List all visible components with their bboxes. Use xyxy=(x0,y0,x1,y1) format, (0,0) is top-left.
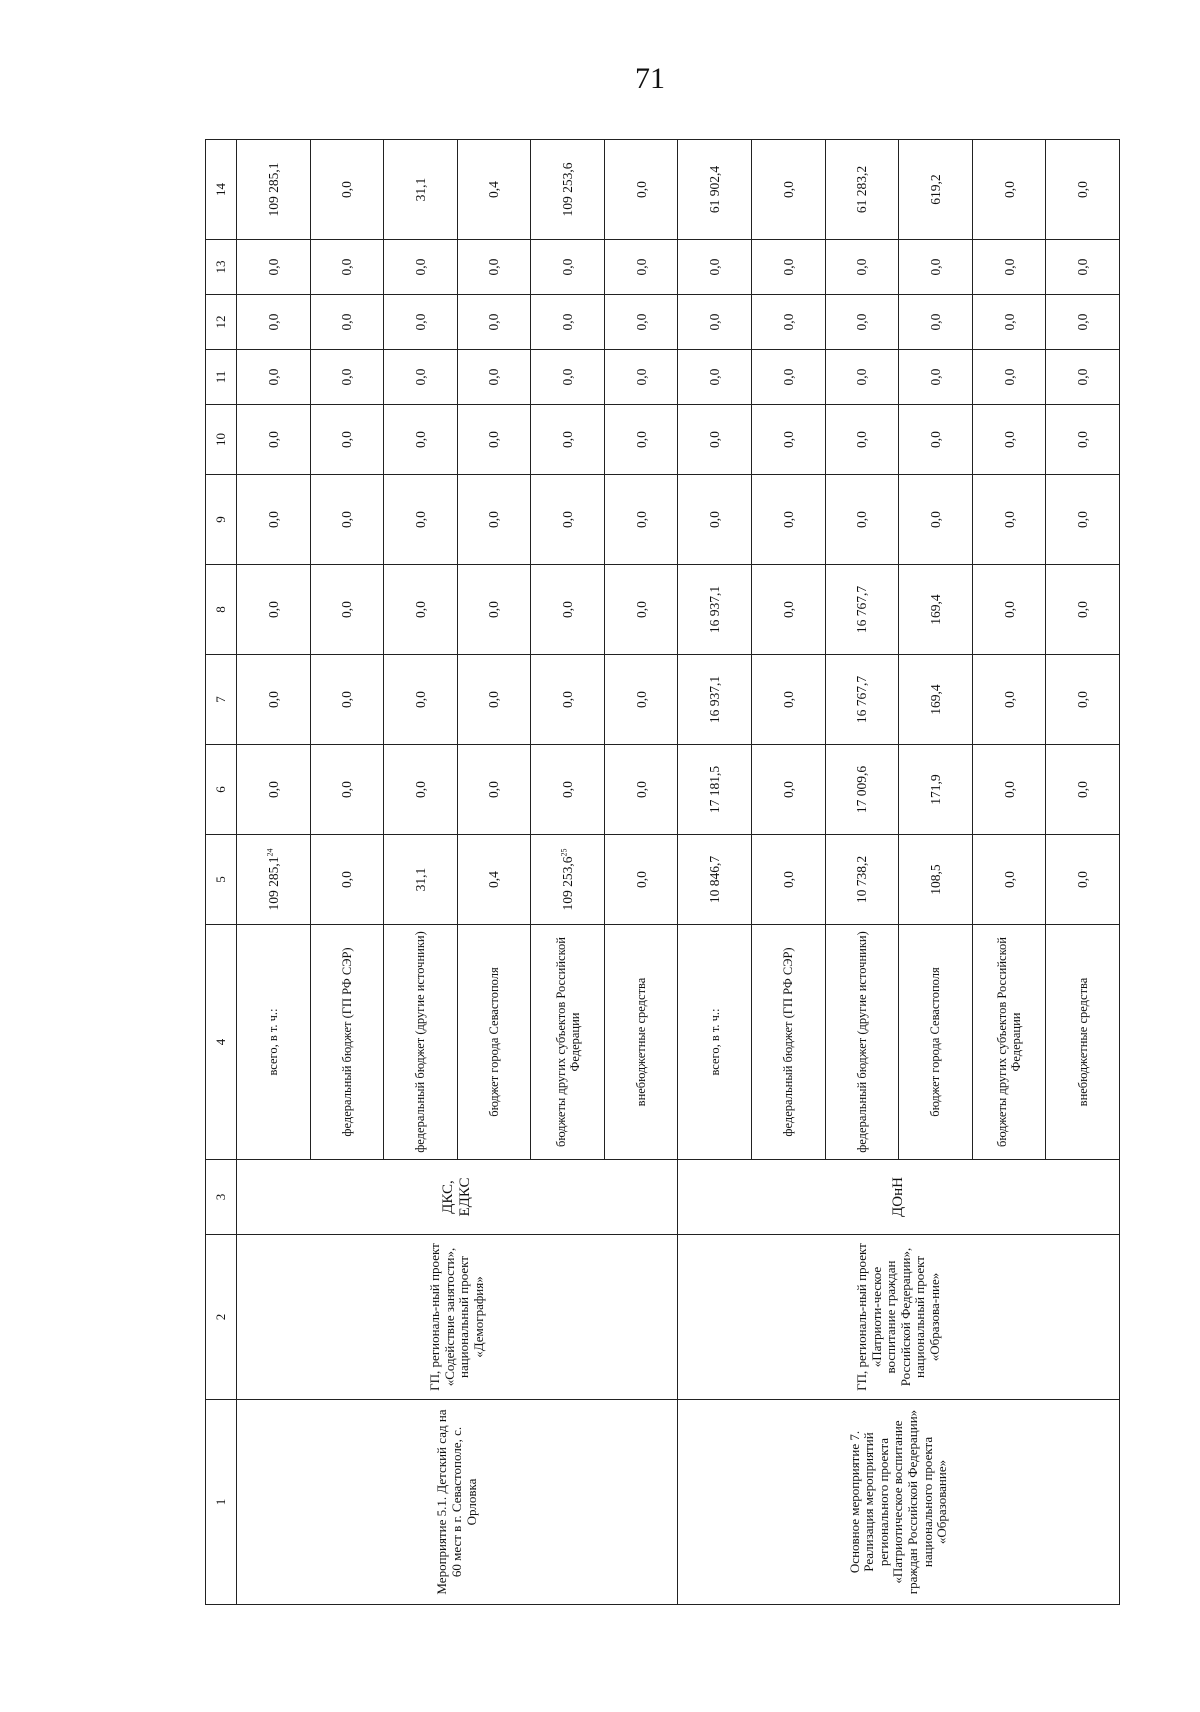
funding-source-cell: бюджет города Севастополя xyxy=(457,925,531,1160)
value-text: 0,0 xyxy=(633,511,649,528)
value-cell-5 xyxy=(531,835,605,925)
column-number-2: 2 xyxy=(206,1235,237,1400)
value-text: 0,0 xyxy=(1075,871,1091,888)
value-text: 0,0 xyxy=(412,511,428,528)
value-text: 0,0 xyxy=(339,313,355,331)
page-number: 71 xyxy=(635,62,665,95)
value-cell-7 xyxy=(972,655,1046,745)
value-cell-9 xyxy=(825,475,899,565)
value-cell-8 xyxy=(899,565,973,655)
value-text: 0,0 xyxy=(486,601,502,618)
value-text: 0,0 xyxy=(780,368,796,386)
value-cell-7 xyxy=(237,655,311,745)
value-text: 16 767,7 xyxy=(854,675,870,724)
value-text: 17 181,5 xyxy=(707,765,723,814)
value-cell-8 xyxy=(604,565,678,655)
value-text: 0,0 xyxy=(339,368,355,386)
value-text: 0,0 xyxy=(1075,313,1091,331)
value-text: 0,0 xyxy=(927,511,943,528)
value-text: 0,0 xyxy=(1001,258,1017,276)
value-cell-10 xyxy=(237,405,311,475)
footnote-marker: 25 xyxy=(559,848,569,857)
value-cell-6 xyxy=(384,745,458,835)
value-cell-11 xyxy=(678,350,752,405)
value-cell-7 xyxy=(457,655,531,745)
value-text: 0,0 xyxy=(339,601,355,618)
value-cell-7 xyxy=(310,655,384,745)
funding-source-cell: внебюджетные средства xyxy=(1046,925,1120,1160)
value-text: 16 937,1 xyxy=(707,675,723,724)
value-text: 109 285,1 xyxy=(265,162,281,217)
value-text: 0,0 xyxy=(1075,181,1091,198)
value-cell-10 xyxy=(899,405,973,475)
event-name-cell: Мероприятие 5.1. Детский сад на 60 мест в г. Севастополе, с. Орловка xyxy=(237,1400,678,1605)
value-cell-5 xyxy=(1046,835,1120,925)
value-text: 0,0 xyxy=(1001,691,1017,708)
value-cell-7 xyxy=(678,655,752,745)
value-text: 0,0 xyxy=(265,313,281,331)
value-cell-7 xyxy=(752,655,826,745)
value-cell-9 xyxy=(678,475,752,565)
value-cell-6 xyxy=(457,745,531,835)
value-text: 0,0 xyxy=(265,511,281,528)
value-text: 0,0 xyxy=(707,368,723,386)
value-text: 0,0 xyxy=(707,431,723,448)
budget-table xyxy=(205,139,1120,1605)
value-cell-13 xyxy=(531,240,605,295)
table-body xyxy=(237,140,1120,1605)
value-cell-11 xyxy=(972,350,1046,405)
column-number-7: 7 xyxy=(206,655,237,745)
value-text: 0,0 xyxy=(927,313,943,331)
funding-source-cell: бюджет города Севастополя xyxy=(899,925,973,1160)
value-text: 0,0 xyxy=(633,871,649,888)
value-cell-7 xyxy=(825,655,899,745)
value-cell-11 xyxy=(825,350,899,405)
value-text: 0,0 xyxy=(412,368,428,386)
value-cell-12 xyxy=(237,295,311,350)
value-text: 109 253,6 xyxy=(560,162,576,217)
value-text: 0,0 xyxy=(633,691,649,708)
column-number-5: 5 xyxy=(206,835,237,925)
value-text: 0,4 xyxy=(486,181,502,198)
funding-source-cell: бюджеты других субъектов Российской Федерации xyxy=(531,925,605,1160)
value-text: 10 738,2 xyxy=(854,855,870,904)
value-text: 0,0 xyxy=(854,368,870,386)
value-cell-5 xyxy=(752,835,826,925)
value-text: 108,5 xyxy=(927,864,943,895)
value-text: 0,0 xyxy=(265,691,281,708)
column-number-13: 13 xyxy=(206,240,237,295)
value-cell-11 xyxy=(604,350,678,405)
value-cell-9 xyxy=(1046,475,1120,565)
value-cell-6 xyxy=(825,745,899,835)
value-text: 0,0 xyxy=(780,511,796,528)
value-cell-10 xyxy=(310,405,384,475)
value-text: 0,0 xyxy=(927,431,943,448)
value-cell-9 xyxy=(531,475,605,565)
value-text: 0,0 xyxy=(486,511,502,528)
value-text: 0,0 xyxy=(1075,511,1091,528)
value-cell-14 xyxy=(531,140,605,240)
value-cell-6 xyxy=(237,745,311,835)
column-number-6: 6 xyxy=(206,745,237,835)
value-text: 0,0 xyxy=(265,781,281,798)
executor-cell: ДКС, ЕДКС xyxy=(237,1160,678,1235)
value-text: 0,0 xyxy=(265,258,281,276)
rotated-table-container xyxy=(205,140,1120,1605)
value-cell-9 xyxy=(604,475,678,565)
value-text: 0,0 xyxy=(339,781,355,798)
value-cell-14 xyxy=(825,140,899,240)
value-cell-6 xyxy=(531,745,605,835)
event-name-cell: Основное мероприятие 7. Реализация мероприятий регионального проекта «Патриотическое воспитание граждан Российской Федерации» национального проекта «Образование» xyxy=(678,1400,1120,1605)
value-text: 0,0 xyxy=(1001,431,1017,448)
value-text: 0,0 xyxy=(486,313,502,331)
value-text: 0,0 xyxy=(1075,601,1091,618)
value-text: 31,1 xyxy=(412,867,428,892)
value-text: 0,0 xyxy=(486,368,502,386)
value-text: 171,9 xyxy=(927,774,943,805)
value-cell-14 xyxy=(752,140,826,240)
value-text: 0,0 xyxy=(1001,871,1017,888)
funding-source-cell: бюджеты других субъектов Российской Федерации xyxy=(972,925,1046,1160)
value-cell-8 xyxy=(972,565,1046,655)
value-cell-14 xyxy=(237,140,311,240)
value-text: 0,0 xyxy=(486,431,502,448)
value-text: 0,0 xyxy=(1001,781,1017,798)
value-cell-12 xyxy=(384,295,458,350)
value-text: 0,0 xyxy=(412,601,428,618)
value-text: 0,0 xyxy=(1075,368,1091,386)
value-cell-13 xyxy=(752,240,826,295)
value-cell-9 xyxy=(972,475,1046,565)
value-text: 0,0 xyxy=(707,313,723,331)
value-cell-5 xyxy=(237,835,311,925)
column-number-4: 4 xyxy=(206,925,237,1160)
value-cell-14 xyxy=(457,140,531,240)
value-text: 0,0 xyxy=(560,368,576,386)
column-number-row xyxy=(206,140,237,1605)
value-cell-13 xyxy=(972,240,1046,295)
value-cell-11 xyxy=(1046,350,1120,405)
value-text: 109 285,1 xyxy=(265,856,281,911)
value-cell-5 xyxy=(384,835,458,925)
column-number-11: 11 xyxy=(206,350,237,405)
value-cell-11 xyxy=(237,350,311,405)
value-cell-9 xyxy=(237,475,311,565)
value-text: 0,0 xyxy=(633,258,649,276)
value-cell-6 xyxy=(899,745,973,835)
value-text: 17 009,6 xyxy=(854,765,870,814)
footnote-marker: 24 xyxy=(265,848,275,857)
value-cell-8 xyxy=(678,565,752,655)
column-number-8: 8 xyxy=(206,565,237,655)
value-cell-12 xyxy=(678,295,752,350)
value-text: 0,0 xyxy=(412,313,428,331)
value-text: 0,0 xyxy=(633,601,649,618)
value-cell-10 xyxy=(678,405,752,475)
value-cell-8 xyxy=(825,565,899,655)
value-text: 0,0 xyxy=(486,691,502,708)
value-cell-6 xyxy=(310,745,384,835)
value-cell-14 xyxy=(384,140,458,240)
value-cell-9 xyxy=(384,475,458,565)
value-text: 0,0 xyxy=(486,781,502,798)
funding-source-cell: всего, в т. ч.: xyxy=(237,925,311,1160)
value-cell-10 xyxy=(1046,405,1120,475)
value-cell-5 xyxy=(899,835,973,925)
value-text: 0,0 xyxy=(707,511,723,528)
value-cell-12 xyxy=(1046,295,1120,350)
value-text: 0,0 xyxy=(633,313,649,331)
value-text: 0,0 xyxy=(780,601,796,618)
value-cell-5 xyxy=(678,835,752,925)
value-text: 0,0 xyxy=(854,258,870,276)
value-cell-13 xyxy=(384,240,458,295)
value-cell-12 xyxy=(310,295,384,350)
column-number-12: 12 xyxy=(206,295,237,350)
value-cell-9 xyxy=(310,475,384,565)
value-text: 0,0 xyxy=(560,781,576,798)
value-cell-6 xyxy=(678,745,752,835)
value-text: 0,0 xyxy=(560,511,576,528)
value-text: 0,0 xyxy=(560,431,576,448)
value-cell-5 xyxy=(310,835,384,925)
value-cell-8 xyxy=(1046,565,1120,655)
value-text: 0,0 xyxy=(633,781,649,798)
value-text: 0,0 xyxy=(486,258,502,276)
value-cell-5 xyxy=(604,835,678,925)
value-text: 0,0 xyxy=(339,431,355,448)
value-text: 0,4 xyxy=(486,871,502,888)
value-text: 61 902,4 xyxy=(707,165,723,214)
value-cell-6 xyxy=(752,745,826,835)
value-text: 0,0 xyxy=(780,691,796,708)
value-text: 0,0 xyxy=(560,691,576,708)
value-text: 0,0 xyxy=(1075,691,1091,708)
value-text: 0,0 xyxy=(412,258,428,276)
value-text: 0,0 xyxy=(1001,511,1017,528)
value-text: 0,0 xyxy=(265,368,281,386)
value-cell-5 xyxy=(972,835,1046,925)
value-cell-12 xyxy=(752,295,826,350)
value-text: 0,0 xyxy=(854,313,870,331)
value-text: 0,0 xyxy=(339,258,355,276)
value-text: 0,0 xyxy=(854,431,870,448)
value-cell-11 xyxy=(752,350,826,405)
value-cell-8 xyxy=(531,565,605,655)
value-cell-14 xyxy=(1046,140,1120,240)
value-text: 0,0 xyxy=(927,368,943,386)
value-cell-12 xyxy=(457,295,531,350)
value-text: 0,0 xyxy=(1001,368,1017,386)
value-text: 0,0 xyxy=(1001,313,1017,331)
value-text: 0,0 xyxy=(780,781,796,798)
value-cell-10 xyxy=(457,405,531,475)
value-cell-11 xyxy=(899,350,973,405)
program-cell: ГП, региональ-ный проект «Содействие занятости», национальный проект «Демография» xyxy=(237,1235,678,1400)
value-text: 0,0 xyxy=(560,313,576,331)
value-cell-11 xyxy=(457,350,531,405)
column-number-9: 9 xyxy=(206,475,237,565)
value-text: 0,0 xyxy=(560,258,576,276)
funding-source-cell: федеральный бюджет (другие источники) xyxy=(384,925,458,1160)
value-cell-7 xyxy=(604,655,678,745)
value-cell-6 xyxy=(604,745,678,835)
value-text: 61 283,2 xyxy=(854,165,870,214)
value-text: 0,0 xyxy=(1001,181,1017,198)
value-text: 31,1 xyxy=(412,177,428,202)
value-cell-6 xyxy=(972,745,1046,835)
value-cell-7 xyxy=(899,655,973,745)
value-cell-12 xyxy=(899,295,973,350)
value-cell-10 xyxy=(384,405,458,475)
value-cell-13 xyxy=(310,240,384,295)
value-text: 619,2 xyxy=(927,174,943,205)
value-text: 16 937,1 xyxy=(707,585,723,634)
column-number-1: 1 xyxy=(206,1400,237,1605)
value-text: 0,0 xyxy=(633,368,649,386)
value-cell-13 xyxy=(457,240,531,295)
value-cell-10 xyxy=(531,405,605,475)
value-text: 0,0 xyxy=(1075,431,1091,448)
value-text: 0,0 xyxy=(780,871,796,888)
value-text: 0,0 xyxy=(1075,258,1091,276)
value-cell-8 xyxy=(237,565,311,655)
value-text: 0,0 xyxy=(339,691,355,708)
value-cell-13 xyxy=(1046,240,1120,295)
funding-source-cell: федеральный бюджет (ГП РФ СЭР) xyxy=(752,925,826,1160)
value-text: 0,0 xyxy=(780,258,796,276)
value-text: 0,0 xyxy=(927,258,943,276)
value-cell-14 xyxy=(678,140,752,240)
value-cell-7 xyxy=(384,655,458,745)
value-text: 0,0 xyxy=(339,871,355,888)
value-cell-9 xyxy=(899,475,973,565)
value-cell-5 xyxy=(457,835,531,925)
value-cell-11 xyxy=(531,350,605,405)
value-cell-7 xyxy=(531,655,605,745)
column-number-10: 10 xyxy=(206,405,237,475)
value-cell-9 xyxy=(752,475,826,565)
value-cell-6 xyxy=(1046,745,1120,835)
value-text: 0,0 xyxy=(780,313,796,331)
value-cell-14 xyxy=(972,140,1046,240)
value-cell-14 xyxy=(310,140,384,240)
value-cell-7 xyxy=(1046,655,1120,745)
value-cell-13 xyxy=(899,240,973,295)
funding-source-cell: федеральный бюджет (другие источники) xyxy=(825,925,899,1160)
value-text: 0,0 xyxy=(707,258,723,276)
value-cell-10 xyxy=(604,405,678,475)
funding-source-cell: всего, в т. ч.: xyxy=(678,925,752,1160)
value-cell-9 xyxy=(457,475,531,565)
value-cell-13 xyxy=(678,240,752,295)
column-number-14: 14 xyxy=(206,140,237,240)
value-cell-8 xyxy=(384,565,458,655)
value-cell-10 xyxy=(825,405,899,475)
value-text: 0,0 xyxy=(265,431,281,448)
value-text: 0,0 xyxy=(854,511,870,528)
value-cell-12 xyxy=(972,295,1046,350)
value-text: 10 846,7 xyxy=(707,855,723,904)
value-cell-14 xyxy=(899,140,973,240)
value-cell-8 xyxy=(752,565,826,655)
value-text: 0,0 xyxy=(1001,601,1017,618)
value-cell-12 xyxy=(604,295,678,350)
value-text: 0,0 xyxy=(339,181,355,198)
value-cell-11 xyxy=(310,350,384,405)
value-text: 0,0 xyxy=(412,431,428,448)
column-number-3: 3 xyxy=(206,1160,237,1235)
funding-source-cell: внебюджетные средства xyxy=(604,925,678,1160)
value-cell-13 xyxy=(604,240,678,295)
value-text: 0,0 xyxy=(560,601,576,618)
value-text: 0,0 xyxy=(780,181,796,198)
program-cell: ГП, региональ-ный проект «Патриоти-ческое воспитание граждан Российской Федерации», национальный проект «Образова-ние» xyxy=(678,1235,1120,1400)
value-text: 16 767,7 xyxy=(854,585,870,634)
value-cell-8 xyxy=(457,565,531,655)
value-cell-12 xyxy=(531,295,605,350)
value-text: 0,0 xyxy=(412,781,428,798)
funding-source-cell: федеральный бюджет (ГП РФ СЭР) xyxy=(310,925,384,1160)
value-text: 0,0 xyxy=(265,601,281,618)
value-cell-11 xyxy=(384,350,458,405)
value-text: 0,0 xyxy=(412,691,428,708)
value-text: 0,0 xyxy=(339,511,355,528)
value-cell-10 xyxy=(972,405,1046,475)
value-text: 109 253,6 xyxy=(560,856,576,911)
value-text: 0,0 xyxy=(1075,781,1091,798)
value-text: 0,0 xyxy=(780,431,796,448)
executor-cell: ДОнН xyxy=(678,1160,1120,1235)
table-row xyxy=(237,140,311,1605)
value-cell-8 xyxy=(310,565,384,655)
table-row xyxy=(678,140,752,1605)
value-cell-12 xyxy=(825,295,899,350)
value-cell-13 xyxy=(825,240,899,295)
value-cell-14 xyxy=(604,140,678,240)
value-text: 0,0 xyxy=(633,431,649,448)
value-cell-10 xyxy=(752,405,826,475)
value-cell-13 xyxy=(237,240,311,295)
value-text: 169,4 xyxy=(927,594,943,625)
value-cell-5 xyxy=(825,835,899,925)
value-text: 0,0 xyxy=(633,181,649,198)
value-text: 169,4 xyxy=(927,684,943,715)
